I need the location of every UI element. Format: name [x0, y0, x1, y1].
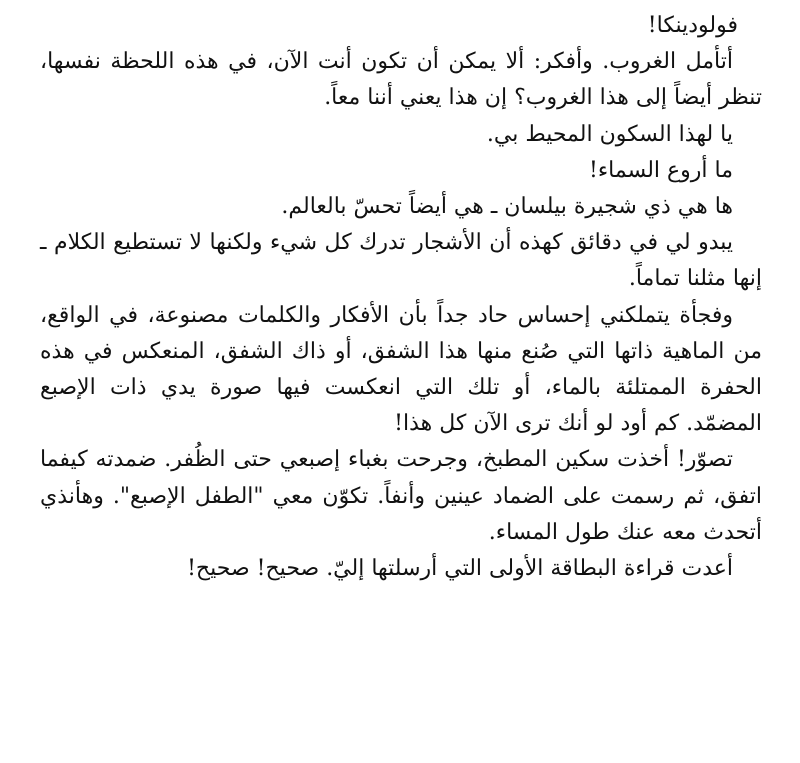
- paragraph-sky: ما أروع السماء!: [588, 157, 733, 183]
- paragraph-thoughts: وفجأة يتملكني إحساس حاد جداً بأن الأفكار والكلمات مصنوعة، في الواقع، من الماهية ذاتها التي صُنع منها هذا الشفق، أو ذاك الشفق، المنعكس في هذه الحفرة الممتلئة بالماء، أو تلك التي انعكست فيها صورة يدي ذات الإصبع المضمّد. كم أود لو أنك ترى الآن كل هذا!: [40, 302, 762, 437]
- paragraph-sunset: أتأمل الغروب. وأفكر: ألا يمكن أن تكون أنت الآن، في هذه اللحظة نفسها، تنظر أيضاً إلى هذا الغروب؟ إن هذا يعني أننا معاً.: [40, 49, 762, 111]
- paragraph-elder-bush: ها هي ذي شجيرة بيلسان ـ هي أيضاً تحسّ بالعالم.: [281, 194, 733, 220]
- paragraph-card: أعدت قراءة البطاقة الأولى التي أرسلتها إليّ. صحيح! صحيح!: [187, 556, 733, 582]
- paragraph-silence: يا لهذا السكون المحيط بي.: [486, 121, 733, 147]
- paragraph-trees: يبدو لي في دقائق كهذه أن الأشجار تدرك كل شيء ولكنها لا تستطيع الكلام ـ إنها مثلنا تماماً.: [40, 230, 762, 292]
- paragraph-greeting: فولودينكا!: [647, 13, 738, 38]
- document-page: [40, 8, 762, 587]
- paragraph-finger: تصوّر! أخذت سكين المطبخ، وجرحت بغباء إصبعي حتى الظُفر. ضمدته كيفما اتفق، ثم رسمت على الضماد عينين وأنفاً. تكوّن معي "الطفل الإصبع". وهأنذي أتحدث معه عنك طول المساء.: [40, 447, 762, 545]
